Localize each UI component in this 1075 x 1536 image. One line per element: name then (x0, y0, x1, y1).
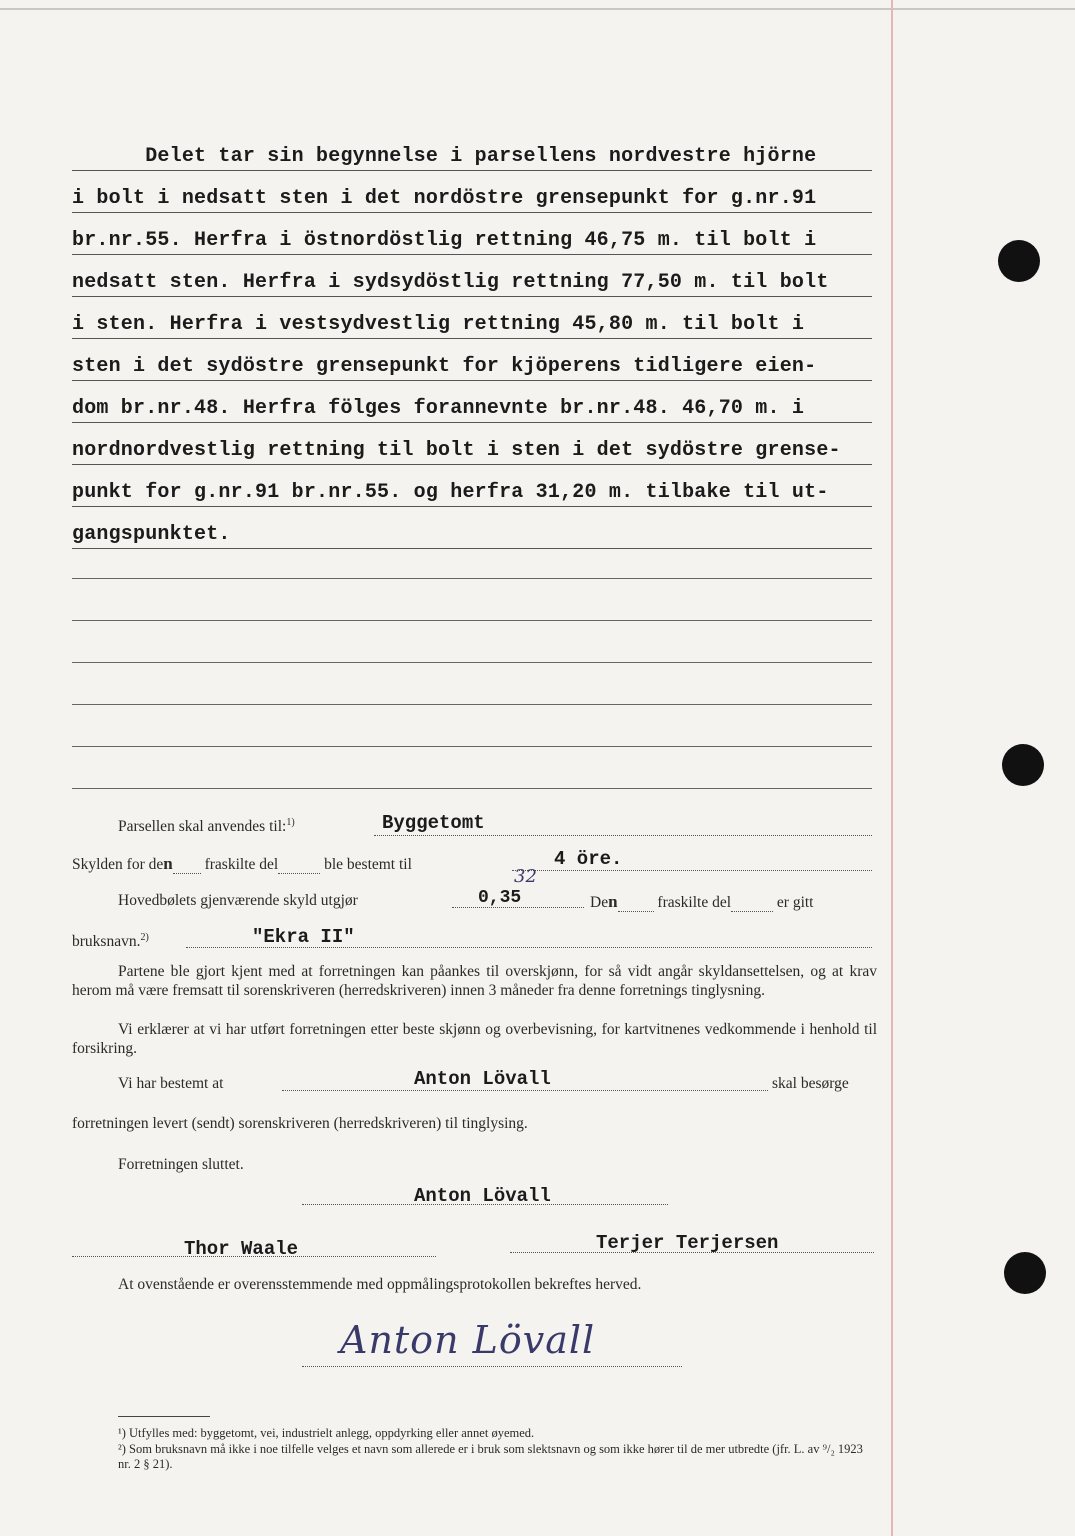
signature-right-line (510, 1252, 874, 1253)
blank-line (72, 662, 872, 663)
signature-left-line (72, 1256, 436, 1257)
appeal-paragraph: Partene ble gjort kjent med at forretningen kan påankes til overskjønn, for så vidt angår skyldansettelsen, og at krav herom må være fremsatt til sorenskriveren (herredskriveren) innen 3 måneder fra denne forretnings tinglysning. (72, 963, 877, 999)
description-line: nedsatt sten. Herfra i sydsydöstlig rettning 77,50 m. til bolt (72, 262, 872, 297)
blank-line (72, 578, 872, 579)
bestemt-dotted-line (282, 1090, 768, 1091)
skyld-value: 4 öre. (554, 848, 623, 870)
bestemt-line2: forretningen levert (sendt) sorenskriveren (herredskriveren) til tinglysing. (72, 1115, 528, 1132)
description-line: sten i det sydöstre grensepunkt for kjöperens tidligere eien- (72, 346, 872, 381)
description-line: dom br.nr.48. Herfra fölges forannevnte br.nr.48. 46,70 m. i (72, 388, 872, 423)
margin-rule (891, 0, 893, 1536)
use-dotted-line (374, 835, 872, 836)
blank-line (72, 620, 872, 621)
punch-hole-bottom (1004, 1252, 1046, 1294)
bruks-value: "Ekra II" (252, 926, 355, 948)
bestemt-label: Vi har bestemt at (118, 1075, 224, 1092)
handwritten-signature-line (302, 1366, 682, 1367)
use-value: Byggetomt (382, 812, 485, 834)
sluttet-text: Forretningen sluttet. (118, 1156, 244, 1173)
declaration-paragraph: Vi erklærer at vi har utført forretningen etter beste skjønn og overbevisning, for kartvitnenes vedkommende i henhold til forsikring. (72, 1021, 877, 1057)
description-line: punkt for g.nr.91 br.nr.55. og herfra 31,20 m. tilbake til ut- (72, 472, 872, 507)
bestemt-value: Anton Lövall (414, 1068, 551, 1090)
hoved-value: 0,35 (478, 888, 522, 908)
hoved-label: Hovedbølets gjenværende skyld utgjør (118, 892, 358, 909)
bestemt-label-b: skal besørge (772, 1075, 849, 1092)
description-line: nordnordvestlig rettning til bolt i sten i det sydöstre grense- (72, 430, 872, 465)
signature-right: Terjer Terjersen (596, 1232, 779, 1254)
punch-hole-middle (1002, 744, 1044, 786)
blank-line (72, 788, 872, 789)
description-line: i sten. Herfra i vestsydvestlig rettning 45,80 m. til bolt i (72, 304, 872, 339)
signature-main-line (302, 1204, 668, 1205)
footnote-rule (118, 1416, 210, 1417)
description-line: Delet tar sin begynnelse i parsellens nordvestre hjörne (72, 136, 872, 171)
page-top-edge (0, 8, 1075, 10)
confirm-text: At ovenstående er overensstemmende med oppmålingsprotokollen bekreftes herved. (118, 1276, 642, 1293)
description-line: br.nr.55. Herfra i östnordöstlig rettning 46,75 m. til bolt i (72, 220, 872, 255)
bruks-label: bruksnavn.$^{2)}$ (72, 932, 149, 951)
hoved-correction: 32 (514, 866, 537, 887)
skyld-row: Skylden for den fraskilte del ble bestemt til (72, 854, 412, 873)
footnote-1: ¹) Utfylles med: byggetomt, vei, industrielt anlegg, oppdyrking eller annet øyemed. (118, 1426, 535, 1440)
use-label: Parsellen skal anvendes til:$^{1)}$ (118, 817, 295, 836)
description-line: gangspunktet. (72, 514, 872, 549)
blank-line (72, 704, 872, 705)
blank-line (72, 746, 872, 747)
punch-hole-top (998, 240, 1040, 282)
footnote-2: ²) Som bruksnavn må ikke i noe tilfelle velges et navn som allerede er i bruk som slektsnavn og som ikke hører til de mer utbredte (jfr. L. av ⁹/₂ 1923 nr. 2 § 21). (118, 1442, 863, 1471)
handwritten-signature: Anton Lövall (340, 1318, 596, 1362)
signature-main: Anton Lövall (414, 1185, 551, 1207)
description-line: i bolt i nedsatt sten i det nordöstre grensepunkt for g.nr.91 (72, 178, 872, 213)
signature-left: Thor Waale (184, 1238, 299, 1260)
skyld-dotted-line (512, 870, 872, 871)
hoved-row-rest: Den fraskilte del er gitt (590, 892, 814, 911)
